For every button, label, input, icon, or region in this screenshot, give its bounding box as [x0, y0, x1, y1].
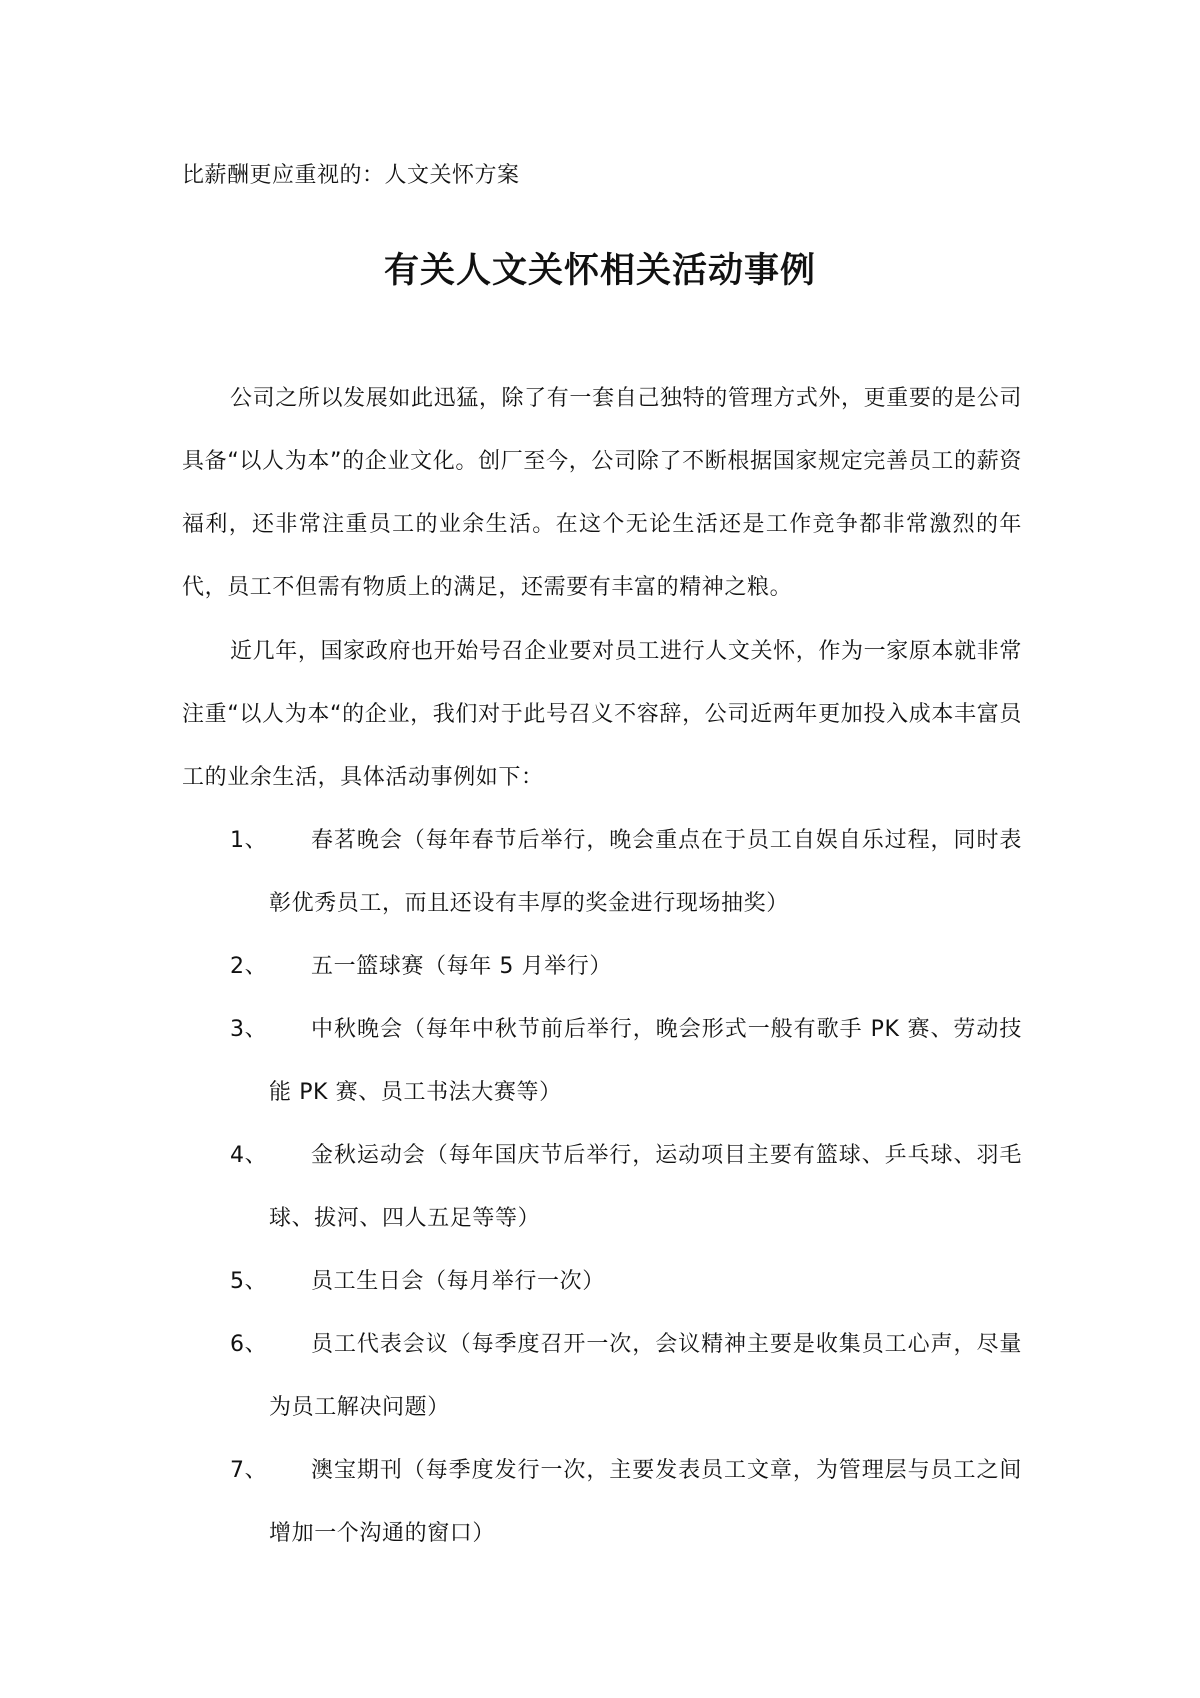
- list-item: [182, 809, 1022, 935]
- list-item-number: 6、: [230, 1332, 268, 1357]
- list-item-text: 员工代表会议（每季度召开一次，会议精神主要是收集员工心声，尽量为员工解决问题）: [269, 1332, 1022, 1420]
- list-item: [182, 1250, 1022, 1313]
- list-item-text: 金秋运动会（每年国庆节后举行，运动项目主要有篮球、乒乓球、羽毛球、拔河、四人五足等等）: [269, 1143, 1022, 1231]
- list-item-text: 澳宝期刊（每季度发行一次，主要发表员工文章，为管理层与员工之间增加一个沟通的窗口）: [269, 1458, 1022, 1546]
- list-item-number: 7、: [230, 1458, 268, 1483]
- list-item-number: 2、: [230, 954, 268, 979]
- list-item-number: 1、: [230, 828, 268, 853]
- list-item-text: 员工生日会（每月举行一次）: [311, 1269, 605, 1294]
- list-item-number: 3、: [230, 1017, 268, 1042]
- paragraph-text: 近几年，国家政府也开始号召企业要对员工进行人文关怀，作为一家原本就非常注重“以人为本“的企业，我们对于此号召义不容辞，公司近两年更加投入成本丰富员工的业余生活，具体活动事例如下：: [182, 639, 1022, 790]
- list-item-text: 春茗晚会（每年春节后举行，晚会重点在于员工自娱自乐过程，同时表彰优秀员工，而且还设有丰厚的奖金进行现场抽奖）: [269, 828, 1022, 916]
- list-item-number: 4、: [230, 1143, 268, 1168]
- list-item: [182, 998, 1022, 1124]
- list-item: [182, 1124, 1022, 1250]
- list-item: [182, 1439, 1022, 1565]
- list-item-text: 五一篮球赛（每年 5 月举行）: [311, 954, 612, 979]
- list-item-number: 5、: [230, 1269, 268, 1294]
- document-header-line: 比薪酬更应重视的：人文关怀方案: [182, 163, 520, 188]
- list-item: [182, 935, 1022, 998]
- paragraph-recent-years: [182, 620, 1022, 809]
- activity-list: [182, 809, 1022, 1565]
- paragraph-text: 公司之所以发展如此迅猛，除了有一套自己独特的管理方式外，更重要的是公司具备“以人为本”的企业文化。创厂至今，公司除了不断根据国家规定完善员工的薪资福利，还非常注重员工的业余生活。在这个无论生活还是工作竞争都非常激烈的年代，员工不但需有物质上的满足，还需要有丰富的精神之粮。: [182, 386, 1022, 600]
- document-title: 有关人文关怀相关活动事例: [383, 251, 816, 291]
- list-item-text: 中秋晚会（每年中秋节前后举行，晚会形式一般有歌手 PK 赛、劳动技能 PK 赛、员工书法大赛等）: [269, 1017, 1022, 1105]
- paragraph-intro: [182, 367, 1022, 619]
- list-item: [182, 1313, 1022, 1439]
